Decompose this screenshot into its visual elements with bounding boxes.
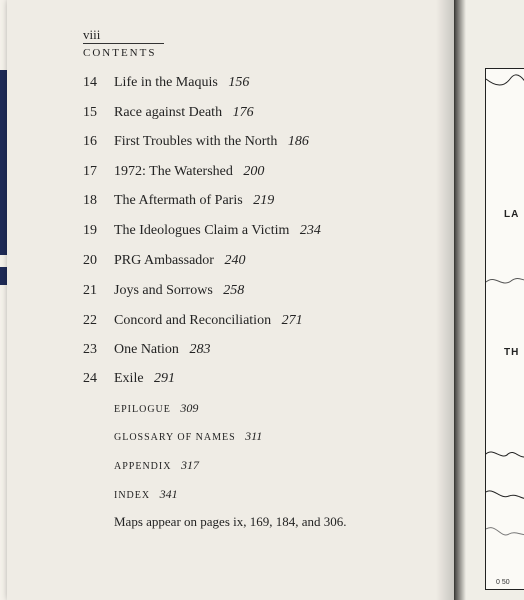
back-matter-page: 311 <box>245 429 263 443</box>
blue-cover-stripe <box>0 267 7 285</box>
chapter-page: 219 <box>253 193 275 208</box>
back-matter-entry <box>114 401 198 417</box>
chapter-title-line <box>114 134 309 150</box>
back-matter-label: INDEX <box>114 490 151 501</box>
page-number: viii <box>83 27 101 42</box>
chapter-page: 176 <box>232 105 254 120</box>
chapter-page: 283 <box>189 342 211 357</box>
contents-title: CONTENTS <box>83 47 157 59</box>
chapter-title: One Nation <box>114 342 179 357</box>
chapter-number: 18 <box>83 193 97 208</box>
back-matter-label: APPENDIX <box>114 461 172 472</box>
chapter-title-line <box>114 371 175 387</box>
chapter-page: 200 <box>243 164 265 179</box>
chapter-title: 1972: The Watershed <box>114 164 233 179</box>
map-label: LA <box>504 209 520 220</box>
contents-header <box>83 28 167 59</box>
chapter-page: 186 <box>287 134 309 149</box>
chapter-title-line <box>114 313 303 329</box>
blue-cover-stripe <box>0 70 7 255</box>
back-matter-entry <box>114 487 178 503</box>
chapter-title: Concord and Reconciliation <box>114 313 272 328</box>
chapter-page: 234 <box>299 223 321 238</box>
map-outline <box>486 69 524 589</box>
binding-shadow <box>454 0 466 600</box>
back-matter-page: 341 <box>159 487 178 501</box>
chapter-title-line <box>114 283 244 299</box>
chapter-title-line <box>114 75 249 91</box>
back-matter-label: EPILOGUE <box>114 404 171 415</box>
chapter-title: The Ideologues Claim a Victim <box>114 223 290 238</box>
back-matter-page: 317 <box>180 458 199 472</box>
chapter-title: Exile <box>114 371 144 386</box>
back-matter-label: GLOSSARY OF NAMES <box>114 432 236 443</box>
map-scale-label: 0 50 <box>496 579 510 586</box>
chapter-number: 14 <box>83 75 97 90</box>
chapter-title: Race against Death <box>114 105 223 120</box>
back-matter-entry <box>114 429 262 445</box>
chapter-title: The Aftermath of Paris <box>114 193 243 208</box>
maps-note: Maps appear on pages ix, 169, 184, and 306. <box>114 514 347 529</box>
chapter-number: 21 <box>83 283 97 298</box>
chapter-number: 17 <box>83 164 97 179</box>
chapter-title-line <box>114 342 210 358</box>
chapter-number: 19 <box>83 223 97 238</box>
chapter-title-line <box>114 253 245 269</box>
chapter-title: Life in the Maquis <box>114 75 218 90</box>
chapter-number: 23 <box>83 342 97 357</box>
chapter-number: 22 <box>83 313 97 328</box>
chapter-page: 291 <box>154 371 176 386</box>
chapter-title: Joys and Sorrows <box>114 283 213 298</box>
chapter-title-line <box>114 164 264 180</box>
chapter-title-line <box>114 105 254 121</box>
chapter-page: 258 <box>223 283 245 298</box>
chapter-number: 15 <box>83 105 97 120</box>
map-label: TH <box>504 347 520 358</box>
chapter-number: 24 <box>83 371 97 386</box>
chapter-page: 156 <box>228 75 250 90</box>
chapter-title: First Troubles with the North <box>114 134 278 149</box>
chapter-title: PRG Ambassador <box>114 253 214 268</box>
chapter-title-line <box>114 193 274 209</box>
contents-page <box>7 0 454 600</box>
chapter-number: 20 <box>83 253 97 268</box>
map-frame <box>485 68 524 590</box>
header-rule <box>83 43 164 44</box>
back-matter-page: 309 <box>180 401 199 415</box>
chapter-number: 16 <box>83 134 97 149</box>
chapter-page: 271 <box>281 313 303 328</box>
chapter-title-line <box>114 223 321 239</box>
back-matter-entry <box>114 458 199 474</box>
chapter-page: 240 <box>224 253 246 268</box>
